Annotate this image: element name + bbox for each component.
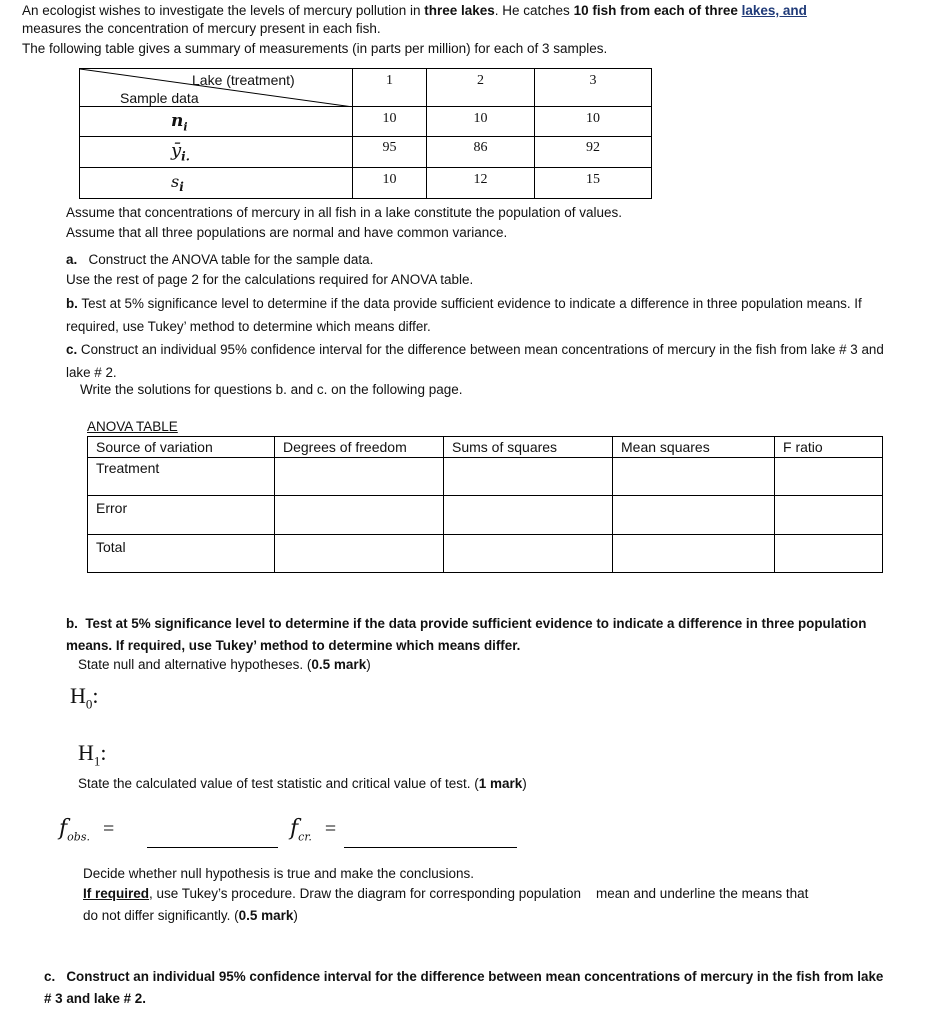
- cell-s-1: 10: [353, 168, 427, 199]
- total-ms-cell[interactable]: [613, 535, 775, 573]
- lake-header-2: 2: [427, 69, 535, 107]
- lake-header-3: 3: [535, 69, 652, 107]
- state-test-statistic: State the calculated value of test statistic and critical value of test. (1 mark): [78, 776, 527, 791]
- header-ss: Sums of squares: [444, 437, 613, 458]
- write-note: Write the solutions for questions b. and c. on the following page.: [80, 382, 463, 397]
- assumption-2: Assume that all three populations are normal and have common variance.: [66, 225, 508, 240]
- row-label-ybar: $ȳ_{i.}$: [80, 137, 353, 168]
- error-ss-cell[interactable]: [444, 496, 613, 535]
- table-corner-cell: [80, 69, 353, 107]
- row-label-n: $n_i$: [80, 107, 353, 137]
- row-error-label: Error: [88, 496, 275, 535]
- question-a-note: Use the rest of page 2 for the calculations required for ANOVA table.: [66, 272, 474, 287]
- anova-row-error: [88, 496, 883, 535]
- part-c-heading: c. Construct an individual 95% confidence interval for the difference between mean concentrations of mercury in the fish from lake # 3 and lake # 2.: [44, 969, 884, 1006]
- cell-ybar-1: 95: [353, 137, 427, 168]
- part-b-heading: b. Test at 5% significance level to determine if the data provide sufficient evidence to indicate a difference in three population means. If required, use Tukey’ method to determine which means differ.: [66, 616, 867, 653]
- h1-label: $H_1$:: [78, 740, 107, 769]
- table-row-ybar: [80, 137, 652, 168]
- header-df: Degrees of freedom: [275, 437, 444, 458]
- question-a: a. Construct the ANOVA table for the sample data.: [66, 252, 374, 267]
- tukey-instruction-2: do not differ significantly. (0.5 mark): [83, 908, 298, 923]
- row-total-label: Total: [88, 535, 275, 573]
- cell-ybar-3: 92: [535, 137, 652, 168]
- state-hypotheses: State null and alternative hypotheses. (0.5 mark): [78, 657, 371, 672]
- question-c: c. Construct an individual 95% confidence interval for the difference between mean concentrations of mercury in the fish from lake # 3 and lake # 2.: [66, 342, 884, 380]
- anova-header-row: [88, 437, 883, 458]
- row-label-s: $s_i$: [80, 168, 353, 199]
- treatment-df-cell[interactable]: [275, 458, 444, 496]
- f-obs-answer-line[interactable]: [147, 847, 278, 848]
- f-cr-answer-line[interactable]: [344, 847, 517, 848]
- intro-line-3: The following table gives a summary of measurements (in parts per million) for each of 3 samples.: [22, 41, 608, 56]
- corner-header-lake: Lake (treatment): [192, 72, 295, 88]
- row-treatment-label: Treatment: [88, 458, 275, 496]
- error-ms-cell[interactable]: [613, 496, 775, 535]
- f-cr-label: $f_{cr.}$ =: [290, 816, 337, 844]
- anova-title: ANOVA TABLE: [87, 419, 178, 434]
- f-obs-label: $f_{obs.}$ =: [59, 816, 115, 844]
- intro-line-2: measures the concentration of mercury present in each fish.: [22, 21, 381, 36]
- tukey-instruction: If required, use Tukey’s procedure. Draw the diagram for corresponding population mean and underline the means that: [83, 886, 809, 901]
- total-f-cell[interactable]: [775, 535, 883, 573]
- total-ss-cell[interactable]: [444, 535, 613, 573]
- decide-text: Decide whether null hypothesis is true and make the conclusions.: [83, 866, 474, 881]
- intro-line-1: An ecologist wishes to investigate the levels of mercury pollution in three lakes. He catches 10 fish from each of three lakes, and: [22, 3, 807, 18]
- cell-n-3: 10: [535, 107, 652, 137]
- anova-row-total: [88, 535, 883, 573]
- sample-data-table: [79, 68, 652, 199]
- cell-ybar-2: 86: [427, 137, 535, 168]
- lake-header-1: 1: [353, 69, 427, 107]
- table-row-s: [80, 168, 652, 199]
- header-f: F ratio: [775, 437, 883, 458]
- treatment-ms-cell[interactable]: [613, 458, 775, 496]
- cell-s-2: 12: [427, 168, 535, 199]
- corner-header-sample: Sample data: [120, 90, 199, 106]
- cell-n-1: 10: [353, 107, 427, 137]
- treatment-f-cell[interactable]: [775, 458, 883, 496]
- cell-n-2: 10: [427, 107, 535, 137]
- table-row-n: [80, 107, 652, 137]
- treatment-ss-cell[interactable]: [444, 458, 613, 496]
- question-b: b. Test at 5% significance level to determine if the data provide sufficient evidence to indicate a difference in three population means. If required, use Tukey’ method to determine which means differ.: [66, 296, 862, 334]
- error-f-cell[interactable]: [775, 496, 883, 535]
- assumption-1: Assume that concentrations of mercury in all fish in a lake constitute the population of values.: [66, 205, 623, 220]
- header-source: Source of variation: [88, 437, 275, 458]
- header-ms: Mean squares: [613, 437, 775, 458]
- anova-table: [87, 436, 883, 573]
- error-df-cell[interactable]: [275, 496, 444, 535]
- anova-row-treatment: [88, 458, 883, 496]
- cell-s-3: 15: [535, 168, 652, 199]
- total-df-cell[interactable]: [275, 535, 444, 573]
- h0-label: $H_0$:: [70, 683, 99, 712]
